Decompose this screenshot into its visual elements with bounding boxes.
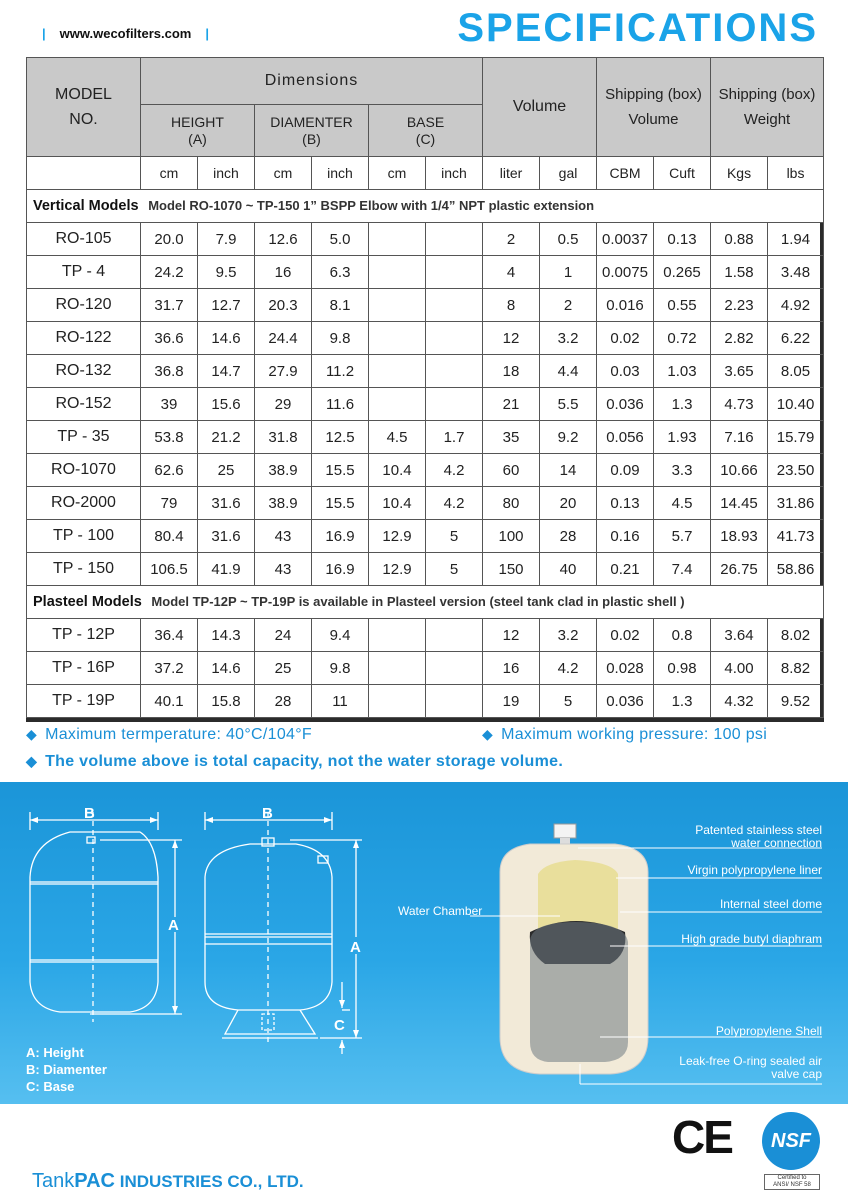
value-cell [369, 322, 426, 355]
note-volume: ◆ The volume above is total capacity, not the water storage volume. [26, 753, 564, 770]
value-cell: 14.45 [711, 487, 768, 520]
model-cell: RO-122 [27, 322, 141, 355]
value-cell: 29 [255, 388, 312, 421]
unit-cell: cm [141, 157, 198, 190]
value-cell: 9.2 [540, 421, 597, 454]
value-cell: 80 [483, 487, 540, 520]
table-row [27, 223, 824, 256]
value-cell: 8.05 [768, 355, 824, 388]
value-cell: 1.03 [654, 355, 711, 388]
table-row [27, 256, 824, 289]
value-cell [369, 223, 426, 256]
value-cell: 0.55 [654, 289, 711, 322]
callout-steel-connection: Patented stainless steel water connection [695, 823, 822, 850]
spec-table [26, 57, 824, 718]
unit-cell: Cuft [654, 157, 711, 190]
callout-valve-cap: Leak-free O-ring sealed air valve cap [679, 1054, 822, 1081]
value-cell: 9.4 [312, 619, 369, 652]
value-cell: 14.6 [198, 322, 255, 355]
divider-left: | [42, 26, 46, 41]
value-cell: 0.03 [597, 355, 654, 388]
value-cell: 14.3 [198, 619, 255, 652]
value-cell: 18.93 [711, 520, 768, 553]
value-cell: 15.8 [198, 685, 255, 718]
value-cell: 4.2 [540, 652, 597, 685]
value-cell [426, 652, 483, 685]
label-a-2: A [350, 939, 361, 956]
value-cell: 1.93 [654, 421, 711, 454]
value-cell: 80.4 [141, 520, 198, 553]
label-a-1: A [168, 917, 179, 934]
value-cell: 40.1 [141, 685, 198, 718]
section-vertical [27, 190, 824, 223]
value-cell: 1.58 [711, 256, 768, 289]
value-cell [369, 289, 426, 322]
value-cell: 25 [198, 454, 255, 487]
unit-cell: inch [198, 157, 255, 190]
value-cell [426, 388, 483, 421]
value-cell: 12 [483, 619, 540, 652]
table-row [27, 553, 824, 586]
page-title: SPECIFICATIONS [457, 6, 818, 50]
header-model: MODEL NO. [27, 58, 141, 157]
value-cell: 26.75 [711, 553, 768, 586]
model-cell: RO-105 [27, 223, 141, 256]
callout-shell: Polypropylene Shell [715, 1024, 822, 1038]
value-cell: 12 [483, 322, 540, 355]
value-cell: 14.7 [198, 355, 255, 388]
value-cell: 38.9 [255, 454, 312, 487]
value-cell: 19 [483, 685, 540, 718]
value-cell: 11.6 [312, 388, 369, 421]
callout-steel-dome: Internal steel dome [719, 897, 822, 911]
header-diameter: DIAMENTER (B) [255, 105, 369, 157]
value-cell: 5.5 [540, 388, 597, 421]
value-cell: 10.4 [369, 454, 426, 487]
value-cell: 3.65 [711, 355, 768, 388]
value-cell: 0.265 [654, 256, 711, 289]
value-cell [369, 388, 426, 421]
value-cell: 0.13 [597, 487, 654, 520]
nsf-certification: Certified to ANSI/ NSF 58 [764, 1174, 820, 1190]
value-cell: 8.1 [312, 289, 369, 322]
model-cell: TP - 16P [27, 652, 141, 685]
table-row [27, 487, 824, 520]
value-cell: 20 [540, 487, 597, 520]
value-cell: 0.0075 [597, 256, 654, 289]
value-cell [426, 289, 483, 322]
value-cell: 100 [483, 520, 540, 553]
value-cell: 4.5 [369, 421, 426, 454]
section-vertical-title: Vertical Models [33, 198, 139, 214]
table-row [27, 652, 824, 685]
value-cell: 41.9 [198, 553, 255, 586]
ce-mark: CE [672, 1111, 732, 1163]
value-cell: 2.82 [711, 322, 768, 355]
value-cell: 24.4 [255, 322, 312, 355]
model-cell: TP - 12P [27, 619, 141, 652]
value-cell: 15.79 [768, 421, 824, 454]
legend-a: A: Height [26, 1045, 84, 1060]
table-row [27, 355, 824, 388]
value-cell: 2.23 [711, 289, 768, 322]
website-url [28, 26, 223, 41]
model-cell: TP - 4 [27, 256, 141, 289]
value-cell: 24 [255, 619, 312, 652]
label-b-2: B [262, 805, 273, 822]
value-cell: 5.0 [312, 223, 369, 256]
value-cell: 36.4 [141, 619, 198, 652]
value-cell: 0.21 [597, 553, 654, 586]
value-cell: 106.5 [141, 553, 198, 586]
section-plasteel-note: Model TP-12P ~ TP-19P is available in Plasteel version (steel tank clad in plastic shell ) [151, 594, 685, 609]
value-cell: 31.7 [141, 289, 198, 322]
value-cell: 20.0 [141, 223, 198, 256]
model-cell: TP - 150 [27, 553, 141, 586]
value-cell: 9.5 [198, 256, 255, 289]
header-shipping-volume: Shipping (box) Volume [597, 58, 711, 157]
value-cell: 15.6 [198, 388, 255, 421]
value-cell: 15.5 [312, 487, 369, 520]
unit-cell: lbs [768, 157, 824, 190]
value-cell: 21 [483, 388, 540, 421]
model-cell: TP - 35 [27, 421, 141, 454]
value-cell: 0.056 [597, 421, 654, 454]
value-cell: 79 [141, 487, 198, 520]
header-height: HEIGHT (A) [141, 105, 255, 157]
value-cell [426, 223, 483, 256]
value-cell: 40 [540, 553, 597, 586]
units-blank-cell [27, 157, 141, 190]
header-dimensions: Dimensions [141, 58, 483, 105]
value-cell: 0.8 [654, 619, 711, 652]
value-cell: 16 [255, 256, 312, 289]
value-cell [426, 619, 483, 652]
dimension-legend [26, 1044, 107, 1095]
value-cell: 38.9 [255, 487, 312, 520]
value-cell: 1.94 [768, 223, 824, 256]
value-cell: 0.028 [597, 652, 654, 685]
value-cell: 12.9 [369, 520, 426, 553]
value-cell: 10.4 [369, 487, 426, 520]
tank-drawing-round [30, 812, 182, 1022]
value-cell: 12.9 [369, 553, 426, 586]
value-cell: 28 [540, 520, 597, 553]
value-cell: 12.7 [198, 289, 255, 322]
model-cell: RO-2000 [27, 487, 141, 520]
table-row [27, 322, 824, 355]
nsf-logo: NSF [762, 1112, 820, 1170]
value-cell [426, 685, 483, 718]
value-cell: 8.02 [768, 619, 824, 652]
value-cell: 14.6 [198, 652, 255, 685]
value-cell: 5 [426, 553, 483, 586]
section-vertical-cell [27, 190, 824, 223]
section-plasteel [27, 586, 824, 619]
value-cell: 8 [483, 289, 540, 322]
header-base: BASE (C) [369, 105, 483, 157]
value-cell: 1.3 [654, 388, 711, 421]
value-cell: 3.48 [768, 256, 824, 289]
value-cell: 31.86 [768, 487, 824, 520]
value-cell: 0.02 [597, 619, 654, 652]
note-max-pressure: ◆ Maximum working pressure: 100 psi [482, 726, 768, 743]
diamond-icon: ◆ [482, 726, 494, 742]
value-cell: 2 [540, 289, 597, 322]
value-cell: 5 [540, 685, 597, 718]
value-cell: 9.52 [768, 685, 824, 718]
value-cell: 36.6 [141, 322, 198, 355]
value-cell: 16 [483, 652, 540, 685]
legend-c: C: Base [26, 1079, 75, 1094]
model-cell: TP - 100 [27, 520, 141, 553]
value-cell: 24.2 [141, 256, 198, 289]
top-bar [0, 0, 848, 56]
value-cell: 37.2 [141, 652, 198, 685]
value-cell: 0.98 [654, 652, 711, 685]
value-cell: 11.2 [312, 355, 369, 388]
value-cell: 43 [255, 553, 312, 586]
value-cell: 23.50 [768, 454, 824, 487]
value-cell: 1.7 [426, 421, 483, 454]
value-cell: 0.02 [597, 322, 654, 355]
value-cell: 7.16 [711, 421, 768, 454]
value-cell: 4.00 [711, 652, 768, 685]
value-cell [426, 322, 483, 355]
table-row [27, 421, 824, 454]
value-cell: 6.3 [312, 256, 369, 289]
website-url-text: www.wecofilters.com [59, 26, 192, 41]
value-cell: 9.8 [312, 652, 369, 685]
value-cell: 4.73 [711, 388, 768, 421]
label-c: C [334, 1017, 345, 1034]
value-cell: 4 [483, 256, 540, 289]
value-cell: 5 [426, 520, 483, 553]
section-vertical-note: Model RO-1070 ~ TP-150 1” BSPP Elbow with 1/4” NPT plastic extension [148, 198, 595, 213]
spec-table-wrap [26, 57, 824, 722]
value-cell: 25 [255, 652, 312, 685]
unit-cell: inch [312, 157, 369, 190]
value-cell: 14 [540, 454, 597, 487]
value-cell: 12.6 [255, 223, 312, 256]
value-cell: 3.3 [654, 454, 711, 487]
value-cell: 7.9 [198, 223, 255, 256]
value-cell: 1.3 [654, 685, 711, 718]
value-cell: 4.5 [654, 487, 711, 520]
label-b-1: B [84, 805, 95, 822]
section-plasteel-title: Plasteel Models [33, 594, 142, 610]
callout-liner: Virgin polypropylene liner [687, 863, 822, 877]
value-cell: 3.2 [540, 322, 597, 355]
value-cell: 36.8 [141, 355, 198, 388]
diamond-icon: ◆ [26, 753, 38, 769]
value-cell: 60 [483, 454, 540, 487]
value-cell: 2 [483, 223, 540, 256]
value-cell: 35 [483, 421, 540, 454]
value-cell: 3.64 [711, 619, 768, 652]
model-cell: RO-1070 [27, 454, 141, 487]
value-cell: 31.6 [198, 487, 255, 520]
value-cell: 3.2 [540, 619, 597, 652]
callout-water-chamber: Water Chamber [398, 904, 483, 918]
value-cell: 0.88 [711, 223, 768, 256]
unit-cell: CBM [597, 157, 654, 190]
unit-cell: liter [483, 157, 540, 190]
value-cell: 9.8 [312, 322, 369, 355]
value-cell: 12.5 [312, 421, 369, 454]
value-cell: 53.8 [141, 421, 198, 454]
value-cell: 0.016 [597, 289, 654, 322]
model-cell: RO-152 [27, 388, 141, 421]
value-cell: 11 [312, 685, 369, 718]
value-cell: 4.4 [540, 355, 597, 388]
unit-cell: gal [540, 157, 597, 190]
value-cell: 4.92 [768, 289, 824, 322]
value-cell: 41.73 [768, 520, 824, 553]
legend-b: B: Diamenter [26, 1062, 107, 1077]
value-cell [369, 652, 426, 685]
value-cell: 31.6 [198, 520, 255, 553]
value-cell: 31.8 [255, 421, 312, 454]
table-row [27, 454, 824, 487]
model-cell: RO-120 [27, 289, 141, 322]
value-cell: 16.9 [312, 553, 369, 586]
value-cell: 58.86 [768, 553, 824, 586]
value-cell: 20.3 [255, 289, 312, 322]
value-cell: 21.2 [198, 421, 255, 454]
value-cell: 10.66 [711, 454, 768, 487]
value-cell: 0.72 [654, 322, 711, 355]
dimension-arrows [30, 817, 359, 1048]
value-cell: 5.7 [654, 520, 711, 553]
table-row [27, 520, 824, 553]
value-cell: 28 [255, 685, 312, 718]
value-cell [369, 256, 426, 289]
value-cell: 0.09 [597, 454, 654, 487]
unit-cell: cm [255, 157, 312, 190]
table-row [27, 388, 824, 421]
value-cell: 0.16 [597, 520, 654, 553]
value-cell [426, 256, 483, 289]
unit-cell: Kgs [711, 157, 768, 190]
diamond-icon: ◆ [26, 726, 38, 742]
unit-cell: cm [369, 157, 426, 190]
value-cell: 0.036 [597, 685, 654, 718]
diagram-panel [0, 782, 848, 1104]
value-cell: 8.82 [768, 652, 824, 685]
value-cell [426, 355, 483, 388]
unit-cell: inch [426, 157, 483, 190]
value-cell [369, 685, 426, 718]
value-cell: 4.2 [426, 487, 483, 520]
value-cell: 0.0037 [597, 223, 654, 256]
model-cell: TP - 19P [27, 685, 141, 718]
value-cell: 18 [483, 355, 540, 388]
value-cell: 7.4 [654, 553, 711, 586]
divider-right: | [205, 26, 210, 41]
value-cell: 27.9 [255, 355, 312, 388]
value-cell: 43 [255, 520, 312, 553]
value-cell: 6.22 [768, 322, 824, 355]
value-cell: 15.5 [312, 454, 369, 487]
value-cell: 150 [483, 553, 540, 586]
table-row [27, 289, 824, 322]
value-cell: 0.5 [540, 223, 597, 256]
company-name: TankPAC INDUSTRIES CO., LTD. [32, 1170, 304, 1192]
value-cell [369, 355, 426, 388]
value-cell: 10.40 [768, 388, 824, 421]
model-cell: RO-132 [27, 355, 141, 388]
units-row [27, 157, 824, 190]
section-plasteel-cell [27, 586, 824, 619]
value-cell: 4.2 [426, 454, 483, 487]
value-cell: 62.6 [141, 454, 198, 487]
value-cell: 0.13 [654, 223, 711, 256]
header-shipping-weight: Shipping (box) Weight [711, 58, 824, 157]
value-cell: 16.9 [312, 520, 369, 553]
value-cell: 0.036 [597, 388, 654, 421]
value-cell [369, 619, 426, 652]
table-row [27, 685, 824, 718]
value-cell: 4.32 [711, 685, 768, 718]
header-volume: Volume [483, 58, 597, 157]
value-cell: 39 [141, 388, 198, 421]
callout-diaphram: High grade butyl diaphram [681, 932, 822, 946]
note-max-temp: ◆ Maximum termperature: 40°C/104°F [26, 726, 313, 743]
table-row [27, 619, 824, 652]
value-cell: 1 [540, 256, 597, 289]
